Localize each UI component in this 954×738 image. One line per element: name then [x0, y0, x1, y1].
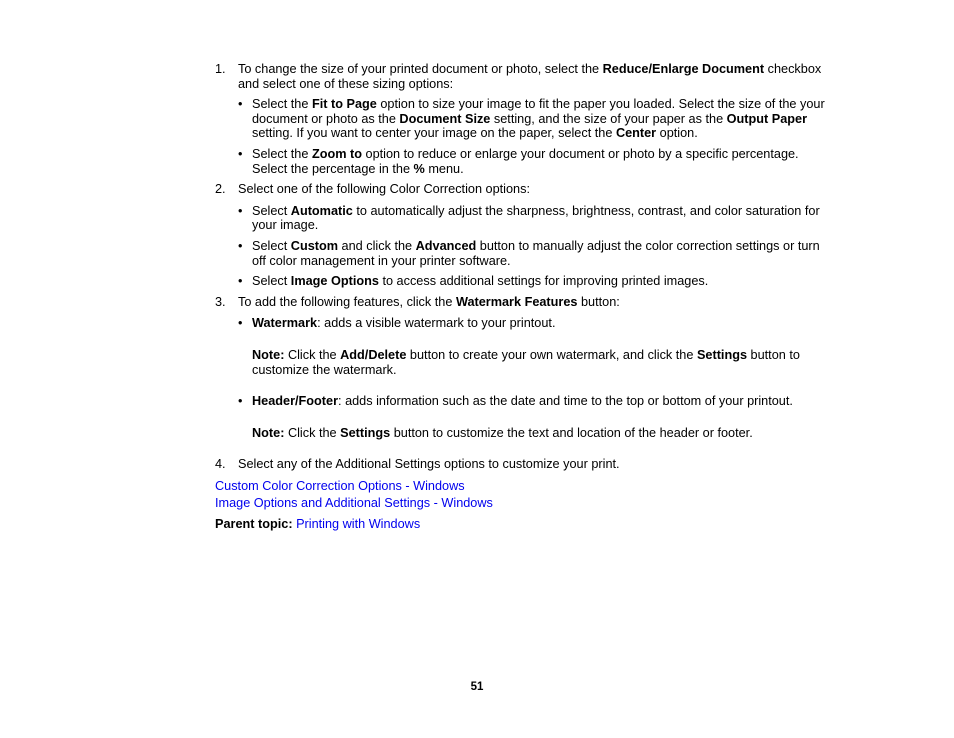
link-printing-with-windows[interactable]: Printing with Windows [296, 517, 421, 532]
step-number: 3. [215, 294, 226, 309]
step-4 [215, 457, 830, 472]
step-1 [215, 62, 830, 91]
link-custom-color-correction[interactable]: Custom Color Correction Options - Windows [215, 478, 465, 493]
bullet-icon: • [238, 146, 243, 161]
link-image-options[interactable]: Image Options and Additional Settings - Windows [215, 496, 493, 511]
bullet-icon: • [238, 274, 243, 289]
list-item [238, 316, 830, 331]
step-2 [215, 182, 830, 197]
bullet-text: Header/Footer: adds information such as the date and time to the top or bottom of your printout. [252, 394, 793, 409]
list-item [238, 274, 830, 289]
page-number: 51 [470, 681, 484, 693]
step-3-options [238, 316, 830, 440]
parent-topic-label: Parent topic: [215, 517, 293, 532]
bullet-text: Select Automatic to automatically adjust the sharpness, brightness, contrast, and color saturation for your image. [252, 203, 820, 233]
list-item [238, 147, 830, 176]
step-text: To add the following features, click the Watermark Features button: [238, 294, 620, 309]
related-links [215, 479, 830, 511]
bullet-icon: • [238, 316, 243, 331]
step-number: 1. [215, 62, 226, 76]
step-text: Select any of the Additional Settings options to customize your print. [238, 457, 620, 472]
bullet-icon: • [238, 394, 243, 409]
bullet-text: Select the Zoom to option to reduce or enlarge your document or photo by a specific percentage. Select the percentage in the % menu. [252, 146, 799, 176]
bullet-icon: • [238, 238, 243, 253]
bullet-text: Select Custom and click the Advanced button to manually adjust the color correction settings or turn off color management in your printer software. [252, 238, 820, 268]
list-item [238, 239, 830, 268]
bullet-icon: • [238, 203, 243, 218]
note: Note: Click the Settings button to customize the text and location of the header or footer. [252, 425, 753, 440]
bullet-icon: • [238, 97, 243, 112]
step-2-options [238, 204, 830, 289]
step-number: 4. [215, 457, 226, 472]
parent-topic [215, 517, 830, 532]
list-item [238, 204, 830, 233]
bullet-text: Select the Fit to Page option to size your image to fit the paper you loaded. Select the size of the your document or photo as the Document Size setting, and the size of your paper as the Output Paper setting. If you want to center your image on the paper, select the Center option. [252, 97, 825, 141]
step-text: Select one of the following Color Correction options: [238, 182, 530, 197]
note: Note: Click the Add/Delete button to create your own watermark, and click the Settings button to customize the watermark. [252, 347, 800, 377]
step-1-options [238, 97, 830, 176]
bullet-text: Watermark: adds a visible watermark to your printout. [252, 316, 556, 331]
step-3 [215, 295, 830, 310]
instructions-content [215, 62, 830, 532]
step-text: To change the size of your printed document or photo, select the Reduce/Enlarge Document checkbox and select one of these sizing options: [238, 62, 822, 91]
list-item [238, 97, 830, 141]
bullet-text: Select Image Options to access additional settings for improving printed images. [252, 274, 709, 289]
list-item [238, 394, 830, 409]
step-number: 2. [215, 182, 226, 197]
